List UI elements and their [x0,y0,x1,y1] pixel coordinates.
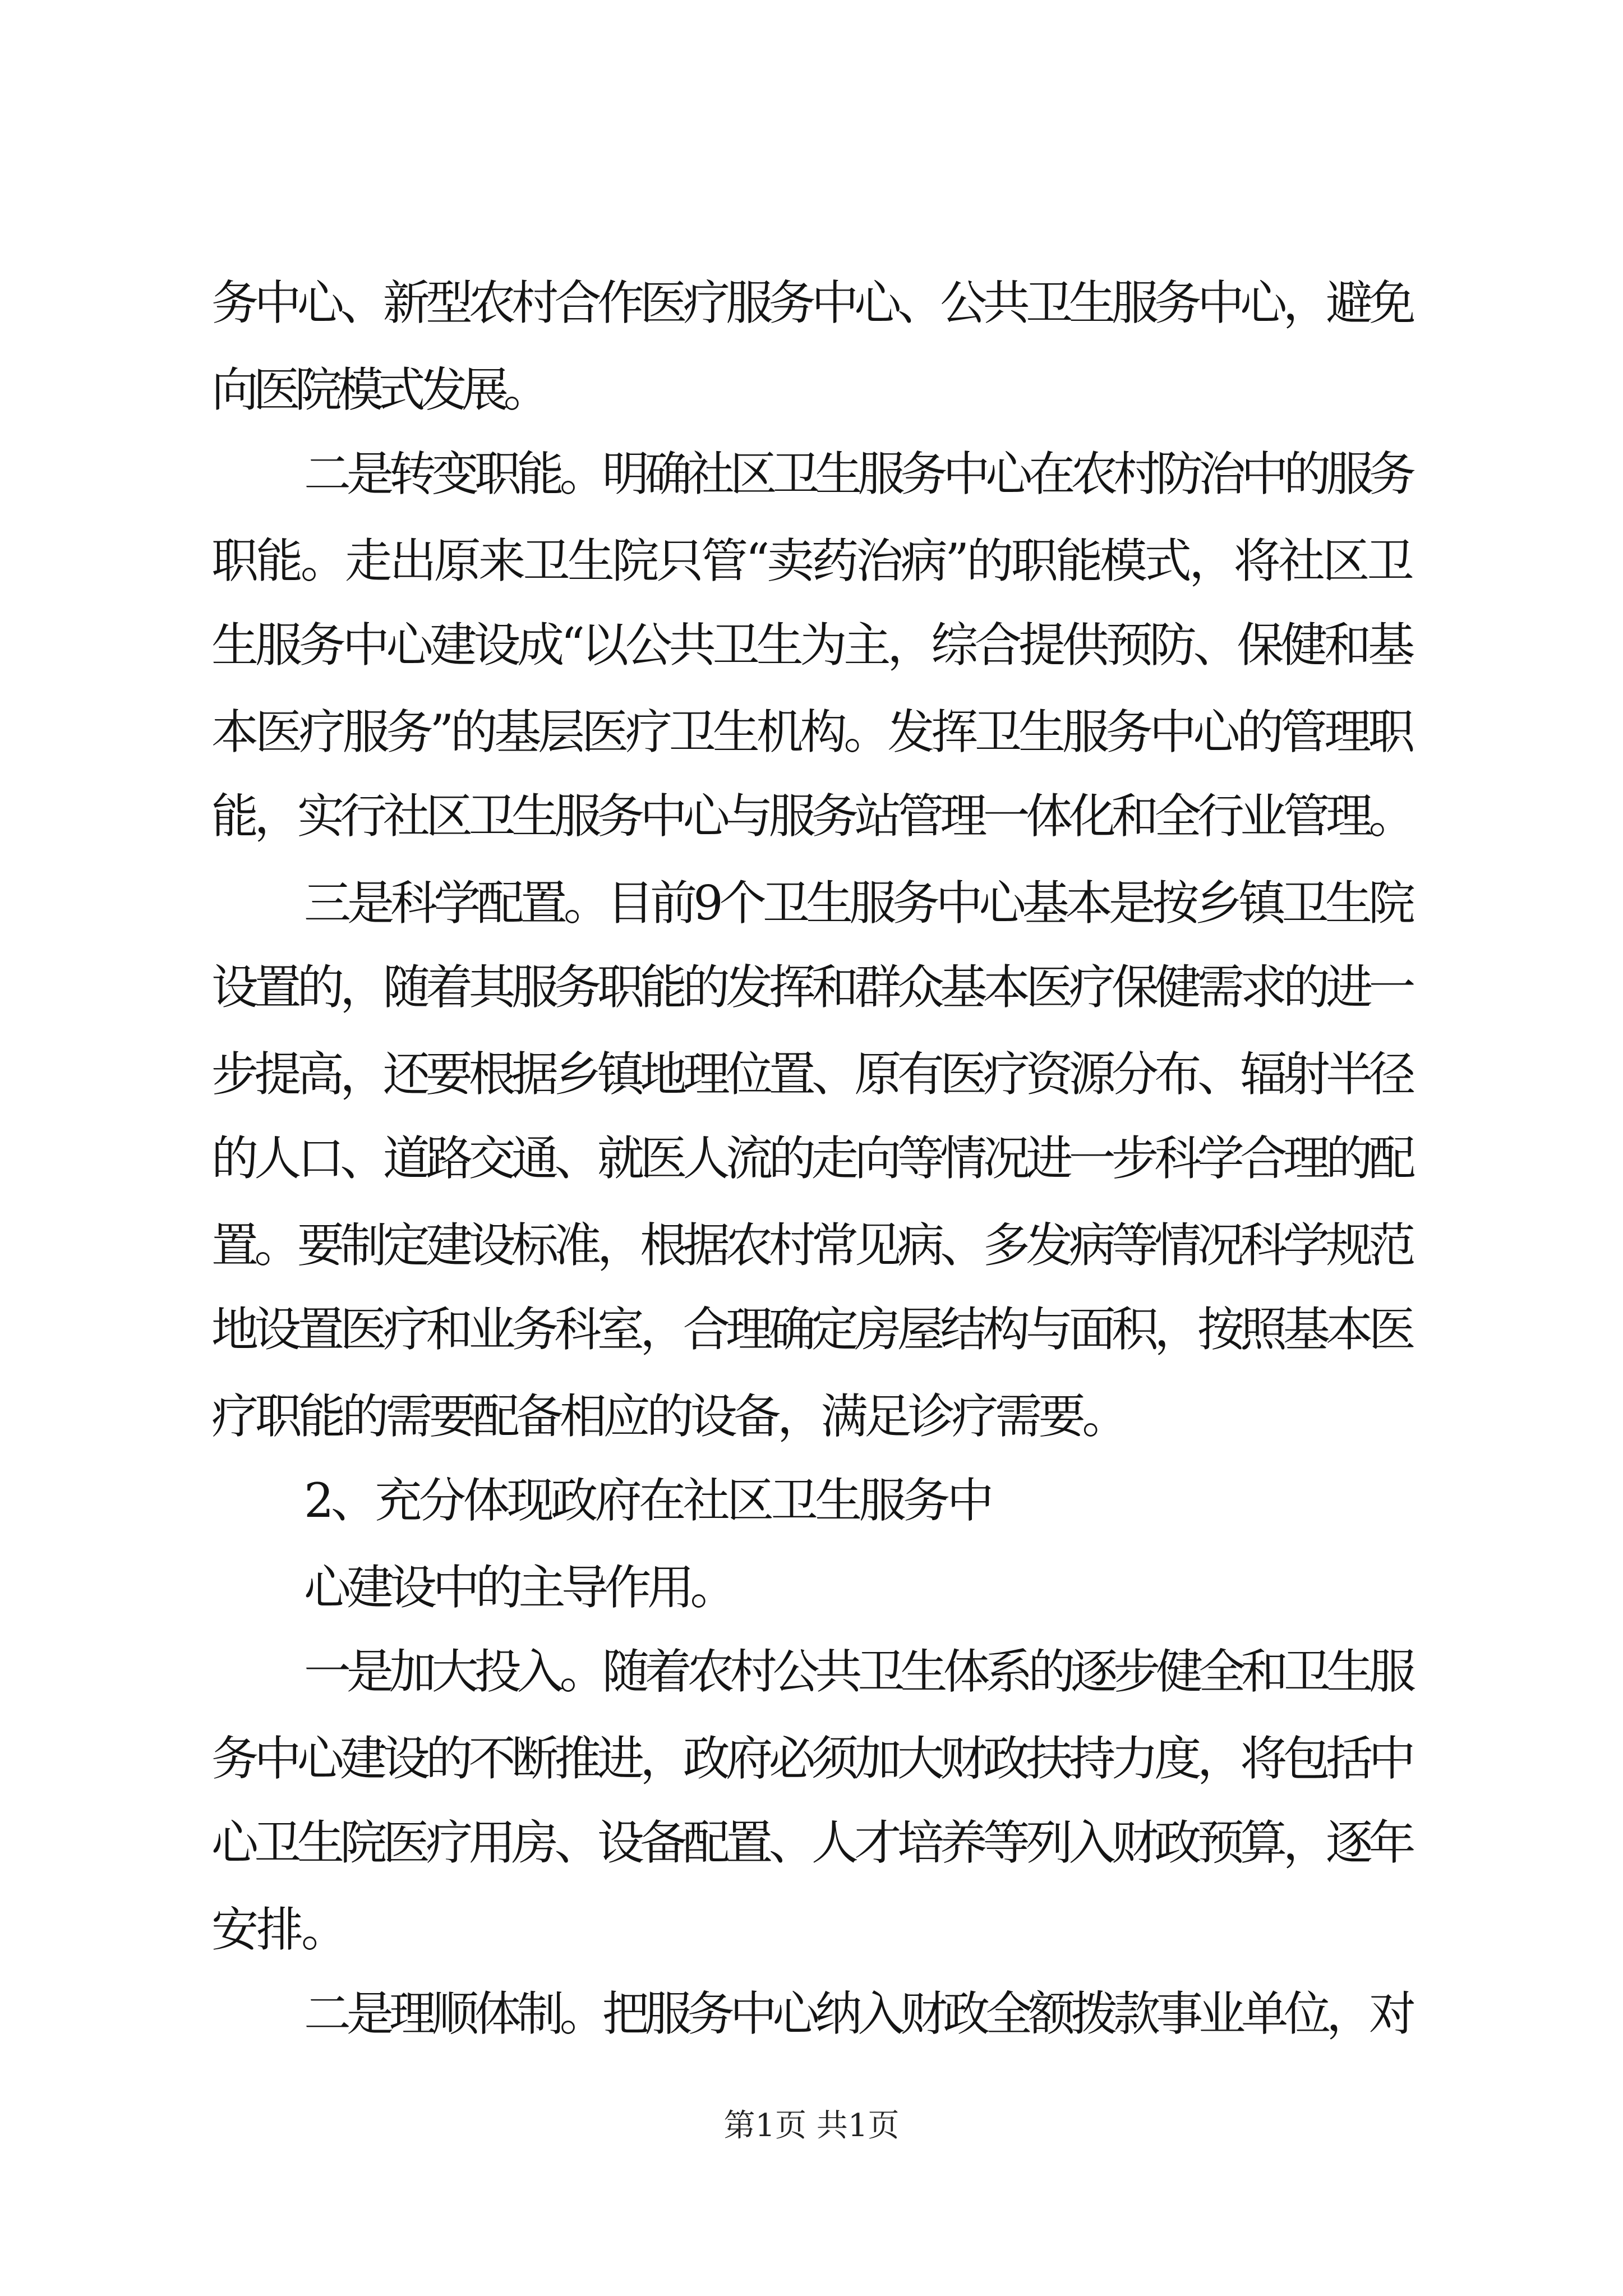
line-text: 疗职能的需要配备相应的设备，满足诊疗需要。 [211,1389,1126,1444]
text-line [0,264,1623,342]
line-text: 务中心、新型农村合作医疗服务中心、公共卫生服务中心，避免 [211,275,1412,330]
line-text: 2、充分体现政府在社区卫生服务中 [304,1473,991,1528]
text-line [0,1206,1623,1285]
text-line [0,606,1623,684]
line-text: 二是转变职能。明确社区卫生服务中心在农村防治中的服务 [304,447,1412,501]
text-line [0,522,1623,600]
line-text: 地设置医疗和业务科室，合理确定房屋结构与面积，按照基本医 [211,1302,1412,1357]
text-line [0,351,1623,429]
line-text: 心卫生院医疗用房、设备配置、人才培养等列入财政预算，逐年 [211,1815,1412,1870]
text-line [0,1461,1623,1540]
line-text: 一是加大投入。随着农村公共卫生体系的逐步健全和卫生服 [304,1644,1412,1699]
line-text: 务中心建设的不断推进，政府必须加大财政扶持力度，将包括中 [211,1731,1412,1786]
line-text: 设置的，随着其服务职能的发挥和群众基本医疗保健需求的进一 [211,960,1412,1015]
text-line [0,1632,1623,1711]
line-text: 的人口、道路交通、就医人流的走向等情况进一步科学合理的配 [211,1131,1412,1186]
text-line [0,693,1623,771]
text-line [0,777,1623,855]
line-text: 生服务中心建设成“以公共卫生为主，综合提供预防、保健和基 [211,618,1412,673]
line-text: 职能。走出原来卫生院只管“卖药治病”的职能模式，将社区卫 [211,533,1412,588]
line-text: 置。要制定建设标准，根据农村常见病、多发病等情况科学规范 [211,1218,1412,1273]
text-line [0,1119,1623,1198]
text-line [0,1377,1623,1456]
text-line [0,1035,1623,1114]
text-line [0,1719,1623,1798]
page-footer: 第1页 共1页 [723,2108,900,2144]
text-line [0,1975,1623,2053]
line-text: 二是理顺体制。把服务中心纳入财政全额拨款事业单位，对 [304,1986,1412,2041]
text-line [0,1548,1623,1627]
text-line [0,1890,1623,1969]
text-line [0,1290,1623,1369]
line-text: 本医疗服务”的基层医疗卫生机构。发挥卫生服务中心的管理职 [211,705,1412,760]
line-text: 三是科学配置。目前9个卫生服务中心基本是按乡镇卫生院 [304,876,1412,931]
text-line [0,1803,1623,1882]
line-text: 向医院模式发展。 [211,362,545,417]
text-line [0,435,1623,513]
line-text: 安排。 [211,1902,346,1957]
line-text: 能，实行社区卫生服务中心与服务站管理一体化和全行业管理。 [211,789,1412,844]
line-text: 步提高，还要根据乡镇地理位置、原有医疗资源分布、辐射半径 [211,1047,1412,1102]
text-line [0,948,1623,1027]
text-line [0,864,1623,942]
line-text: 心建设中的主导作用。 [304,1560,733,1615]
